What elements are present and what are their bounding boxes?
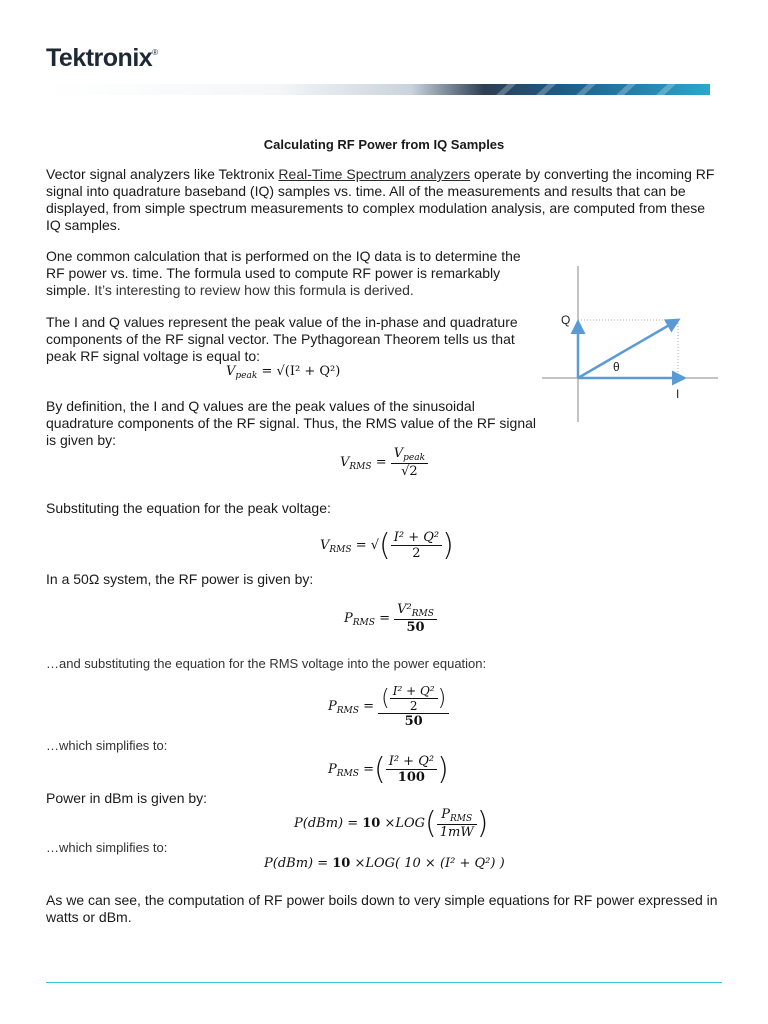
logo-text: Tektronix	[46, 44, 153, 72]
eq-prms1-lhs: P	[344, 611, 353, 626]
eq-prms-3: $P_{RMS}$ =( $\frac{\text{I² + Q²}}{100}$ )	[328, 752, 449, 787]
intro-text-1: Vector signal analyzers like Tektronix	[46, 166, 279, 182]
simplifies-paragraph-2: …which simplifies to:	[46, 840, 168, 855]
eq-dbm1-den: 1mW	[439, 825, 474, 840]
eq-dbm2-text: P(dBm) =	[264, 856, 333, 871]
eq-dbm1-coef: 10	[362, 816, 381, 831]
eq-prms2-sub: RMS	[336, 706, 359, 716]
eq-prms2-equals: =	[363, 699, 374, 714]
eq-vrms2-den: 2	[412, 546, 421, 561]
q-axis-label: Q	[561, 313, 571, 327]
eq-vrms1-equals: =	[375, 455, 387, 470]
eq-vrms1-lhs: V	[340, 455, 350, 470]
rtsa-link[interactable]: Real-Time Spectrum analyzers	[278, 166, 471, 182]
eq-vrms1-sub: RMS	[349, 462, 372, 472]
eq-prms-2	[328, 684, 449, 729]
calc-text: One common calculation that is performed on the IQ data is to determine the RF power vs. time. The formula used to compute RF power is remarkably simple.	[46, 248, 521, 298]
eq-prms1-num-sub: RMS	[411, 609, 434, 619]
eq-prms1-fraction	[394, 602, 437, 635]
eq-prms1-num: V²	[397, 602, 412, 617]
eq-vrms1-num-sub: peak	[403, 453, 426, 463]
eq-prms2-inner-den: 2	[409, 699, 418, 713]
substitute-paragraph: Substituting the equation for the peak voltage:	[46, 500, 331, 516]
eq-vrms1-num: V	[393, 446, 404, 461]
eq-vpeak	[226, 364, 340, 381]
eq-prms2-den: 50	[404, 714, 423, 729]
document-title: Calculating RF Power from IQ Samples	[263, 137, 505, 152]
intro-paragraph	[46, 166, 722, 234]
eq-vrms2-num: I² + Q²	[391, 530, 442, 546]
intro-text-2: operate by converting the incoming RF signal into quadrature baseband (IQ) samples vs. time. All of the measurements and results that can be displayed, from simple spectrum measurements to complex modulation analysis, are computed from these IQ samples.	[46, 166, 715, 233]
logo-mark: ®	[152, 48, 158, 57]
eq-vrms2-fraction	[391, 530, 442, 561]
eq-vpeak-sub: peak	[235, 371, 258, 381]
eq-prms3-sub: RMS	[336, 769, 359, 779]
eq-dbm1-op: ×LOG	[380, 816, 426, 831]
eq-dbm1-fraction	[437, 807, 477, 840]
eq-prms3-den: 100	[397, 770, 425, 785]
eq-prms3-fraction	[386, 754, 437, 785]
rms-into-power-paragraph: …and substituting the equation for the RMS voltage into the power equation:	[46, 656, 487, 671]
eq-prms-1	[344, 602, 437, 635]
eq-vrms1-den: √2	[401, 464, 418, 479]
theta-label: θ	[613, 360, 620, 374]
eq-vpeak-lhs: V	[226, 364, 236, 379]
eq-prms2-inner-num: I² + Q²	[390, 684, 438, 699]
eq-prms1-den: 50	[406, 620, 425, 635]
calc-paragraph	[46, 248, 524, 299]
eq-vrms2-eq: = √	[355, 538, 380, 553]
eq-dbm1-lhs: P(dBm) =	[294, 816, 363, 831]
tektronix-logo	[46, 44, 158, 73]
eq-prms1-sub: RMS	[352, 618, 375, 628]
eq-prms2-fraction: ( $\frac{\text{I² + Q²}}{2}$ ) 50	[378, 684, 449, 729]
calc-text-soft: It’s interesting to review how this formula is derived.	[90, 282, 414, 298]
eq-prms2-lhs: P	[328, 699, 337, 714]
conclusion-paragraph: As we can see, the computation of RF power boils down to very simple equations for RF power expressed in watts or dBm.	[46, 892, 718, 925]
eq-prms1-equals: =	[379, 611, 390, 626]
eq-vrms-2: $V_{RMS}$ = √( $\frac{\text{I² + Q²}}{2}$ )	[320, 528, 454, 563]
eq-dbm1-num-sub: RMS	[450, 814, 473, 824]
eq-vpeak-rhs: = √(I² + Q²)	[261, 364, 341, 379]
eq-vrms-1	[340, 446, 428, 479]
signal-vector-arrow	[578, 320, 678, 378]
eq-dbm-2	[264, 856, 505, 871]
eq-prms3-equals: =	[363, 762, 374, 777]
eq-vrms1-fraction	[391, 446, 428, 479]
header-color-bar	[46, 84, 710, 95]
eq-dbm2-rest: ×LOG( 10 × (I² + Q²) )	[350, 856, 505, 871]
iq-paragraph: The I and Q values represent the peak value of the in-phase and quadrature components of the RF signal vector. The Pythagorean Theorem tells us that peak RF signal voltage is equal to:	[46, 314, 518, 364]
eq-dbm2-coef: 10	[332, 856, 351, 871]
fifty-ohm-paragraph: In a 50Ω system, the RF power is given by:	[46, 571, 314, 587]
rms-paragraph: By definition, the I and Q values are the peak values of the sinusoidal quadrature components of the RF signal. Thus, the RMS value of the RF signal is given by:	[46, 398, 536, 448]
eq-prms3-lhs: P	[328, 762, 337, 777]
simplifies-paragraph-1: …which simplifies to:	[46, 738, 168, 753]
eq-prms3-num: I² + Q²	[386, 754, 437, 770]
dbm-paragraph: Power in dBm is given by:	[46, 790, 208, 806]
i-axis-label: I	[676, 387, 680, 401]
eq-dbm1-num: P	[441, 807, 451, 822]
eq-vrms2-lhs: V	[320, 538, 330, 553]
iq-vector-diagram	[538, 262, 722, 424]
eq-vrms2-sub: RMS	[329, 545, 352, 555]
eq-dbm-1: P(dBm) = 10 ×LOG( $\frac{P_{RMS}}{1mW}$ )	[294, 806, 489, 841]
footer-divider	[46, 982, 722, 983]
